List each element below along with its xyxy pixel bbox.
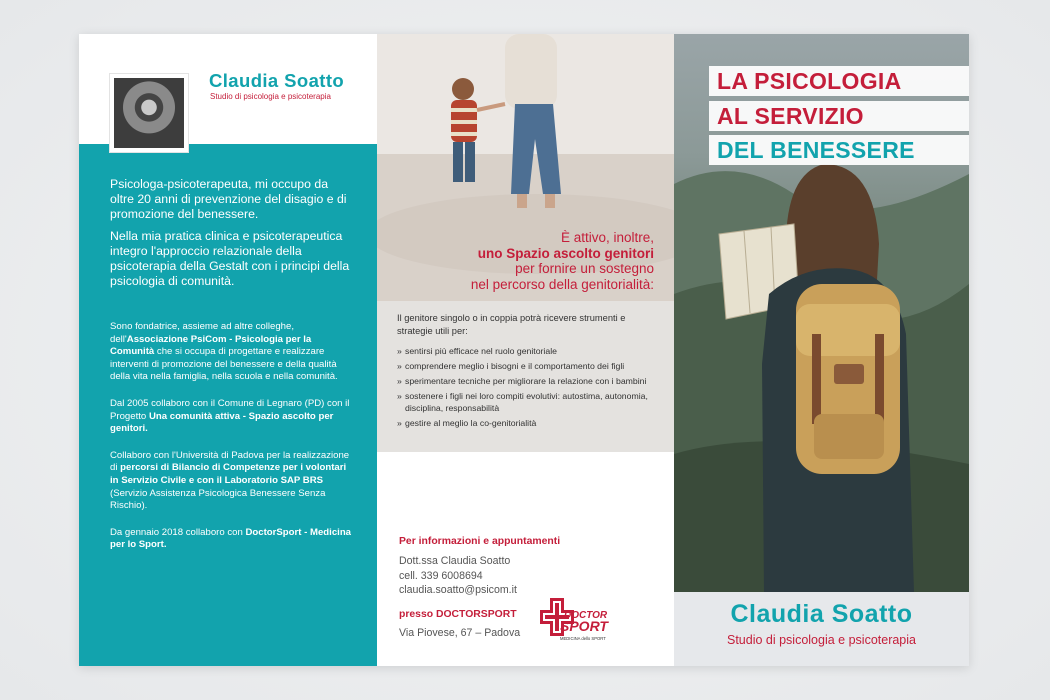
cover-subtitle: Studio di psicologia e psicoterapia	[726, 633, 916, 647]
brochure	[79, 34, 969, 666]
highlight-line	[414, 246, 654, 262]
text-bold: DoctorSport - Medicina per lo Sport.	[110, 526, 352, 551]
contact-email[interactable]: claudia.soatto@psicom.it	[399, 584, 517, 597]
cover-title-line: AL SERVIZIO	[709, 101, 969, 131]
parents-space-highlight	[414, 230, 654, 292]
intro-text	[110, 177, 355, 296]
doctorsport-logo	[540, 596, 610, 644]
panel-middle	[377, 34, 674, 666]
bio-paragraph	[110, 398, 355, 436]
venue-label: presso DOCTORSPORT	[399, 609, 517, 620]
list-item: » gestire al meglio la co-genitorialità	[397, 417, 662, 429]
bio-text	[110, 321, 355, 566]
bio-paragraph	[110, 321, 355, 384]
venue-address: Via Piovese, 67 – Padova	[399, 627, 521, 639]
text: Sono fondatrice, assieme ad altre colleghe, dell'	[110, 321, 294, 345]
list-item: » sostenere i figli nei loro compiti evolutivi: autostima, autonomia, disciplina, responsabilità	[397, 390, 662, 415]
text: Dal 2005 collaboro con il Comune di Legnaro (PD) con il Progetto	[110, 397, 350, 422]
text-bold: percorsi di Bilancio di Competenze per i volontari in Servizio Civile e con il Laboratorio SAP BRS	[110, 462, 347, 486]
cover-title-line: DEL BENESSERE	[709, 135, 969, 165]
list-item: » sentirsi più efficace nel ruolo genitoriale	[397, 345, 662, 357]
text-bold: Una comunità attiva - Spazio ascolto per genitori.	[110, 410, 334, 435]
text: Da gennaio 2018 collaboro con	[110, 526, 246, 538]
panel-cover	[674, 34, 969, 666]
highlight-line: È attivo, inoltre,	[560, 230, 654, 245]
contact-details	[399, 554, 517, 598]
panel-left	[79, 34, 377, 666]
cover-name: Claudia Soatto	[730, 600, 913, 628]
list-item: » sperimentare tecniche per migliorare la relazione con i bambini	[397, 375, 662, 387]
author-name: Claudia Soatto	[209, 70, 345, 91]
highlight-line: nel percorso della genitorialità:	[470, 276, 654, 292]
list-item: » comprendere meglio i bisogni e il comportamento dei figli	[397, 360, 662, 372]
logo-tagline: MEDICINA dello SPORT	[560, 636, 606, 641]
author-subtitle: Studio di psicologia e psicoterapia	[210, 92, 331, 101]
highlight-line: per fornire un sostegno	[515, 261, 654, 277]
text: (Servizio Assistenza Psicologica Benessere Senza Rischio).	[110, 487, 326, 512]
logo-word: SPORT	[560, 618, 608, 634]
intro-paragraph: Psicologa-psicoterapeuta, mi occupo da oltre 20 anni di prevenzione del disagio e di promozione del benessere.	[110, 177, 347, 221]
bio-paragraph	[110, 450, 355, 513]
text: che si occupa di progettare e realizzare interventi di promozione del benessere e della qualità della vita nella famiglia, nella scuola e nella comunità.	[110, 346, 338, 383]
cover-title-line: LA PSICOLOGIA	[709, 66, 969, 96]
text: Collaboro con l'Università di Padova per la realizzazione di	[110, 449, 350, 474]
text-bold: Associazione PsiCom - Psicologia per la Comunità	[110, 333, 312, 358]
benefits-list	[397, 345, 662, 432]
contact-heading: Per informazioni e appuntamenti	[399, 536, 561, 547]
intro-paragraph: Nella mia pratica clinica e psicoterapeutica integro l'approccio relazionale della psicoterapia della Gestalt con i principi della psicologia di comunità.	[110, 229, 350, 288]
contact-phone[interactable]: cell. 339 6008694	[399, 569, 483, 582]
logo-word: DOCTOR	[564, 610, 608, 621]
benefits-lead: Il genitore singolo o in coppia potrà ricevere strumenti e strategie utili per:	[397, 313, 626, 336]
bio-paragraph	[110, 527, 355, 552]
contact-name: Dott.ssa Claudia Soatto	[399, 555, 511, 567]
parent-child-photo	[377, 34, 674, 301]
portrait-photo	[110, 74, 188, 152]
highlight-bold: uno Spazio ascolto genitori	[477, 245, 654, 261]
